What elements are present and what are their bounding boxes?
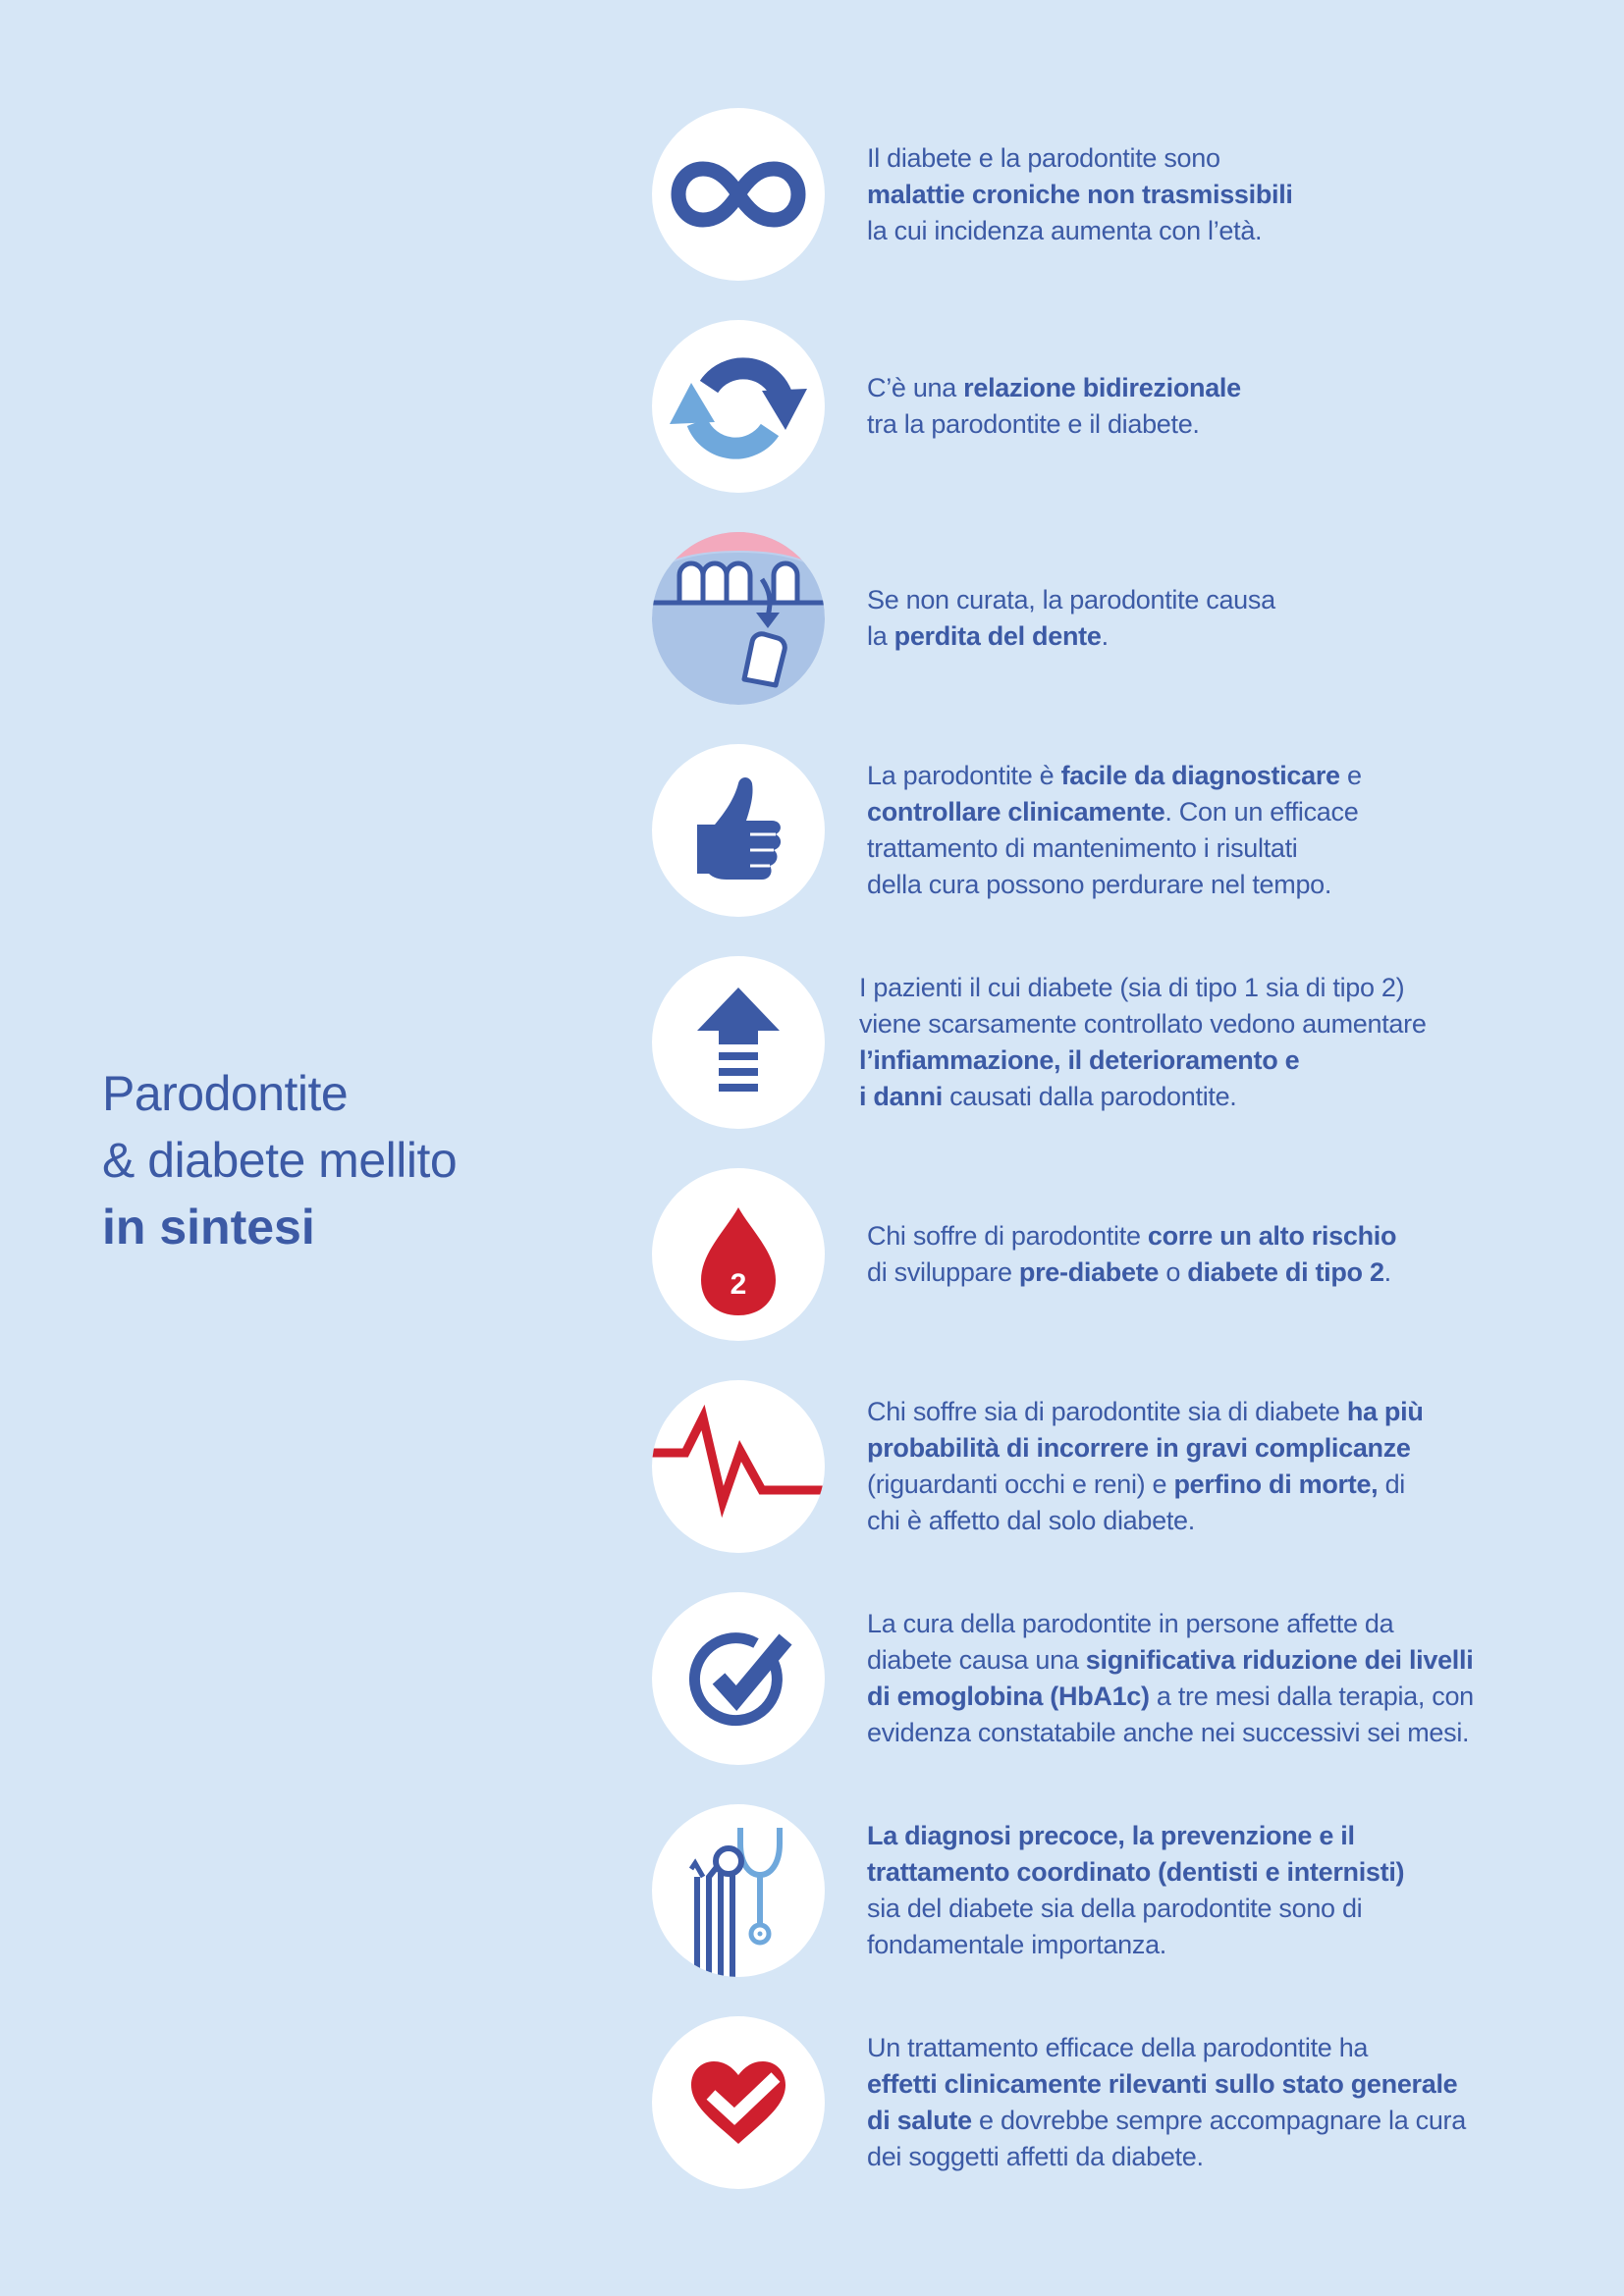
text-run: Il diabete e la parodontite sono [867, 142, 1220, 173]
page-title [102, 1060, 457, 1260]
item-paragraph [867, 758, 1535, 903]
text-run: Se non curata, la parodontite causa [867, 585, 1275, 614]
text-run: diabete causa una [867, 1645, 1086, 1675]
item-paragraph [867, 1606, 1535, 1751]
heartbeat-icon [652, 1380, 825, 1553]
bold-text: di emoglobina (HbA1c) [867, 1682, 1150, 1711]
text-run: sia del diabete sia della parodontite sono di [867, 1894, 1363, 1923]
drop-number: 2 [730, 1268, 747, 1301]
tooth-loss-icon [652, 532, 825, 705]
text-run: (riguardanti occhi e reni) e [867, 1469, 1174, 1499]
text-run: . [1383, 1257, 1391, 1287]
bold-text: diabete di tipo 2 [1187, 1257, 1384, 1287]
item-paragraph [867, 370, 1535, 443]
text-run: evidenza constatabile anche nei successivi sei mesi. [867, 1718, 1470, 1747]
bold-text: malattie croniche non trasmissibili [867, 179, 1293, 209]
summary-item [652, 532, 1516, 705]
item-text [867, 744, 1535, 917]
summary-item [652, 1168, 1516, 1341]
item-text [867, 1804, 1535, 1977]
item-paragraph [867, 1218, 1535, 1291]
text-run: C’è una [867, 373, 964, 402]
text-run: di [1378, 1469, 1405, 1499]
item-text [867, 320, 1535, 493]
item-paragraph [867, 1818, 1535, 1963]
text-run: Chi soffre sia di parodontite sia di diabete [867, 1397, 1347, 1426]
item-text [867, 532, 1535, 705]
text-run: Un trattamento efficace della parodontite ha [867, 2033, 1369, 2062]
infinity-icon [652, 108, 825, 281]
summary-item [652, 2016, 1516, 2189]
bold-text: facile da diagnosticare [1060, 761, 1340, 790]
bold-text: significativa riduzione dei livelli [1085, 1645, 1474, 1675]
text-run: Chi soffre di parodontite [867, 1221, 1148, 1251]
text-run: chi è affetto dal solo diabete. [867, 1506, 1195, 1535]
summary-item [652, 744, 1516, 917]
text-run: . Con un efficace [1164, 797, 1359, 827]
text-run: trattamento di mantenimento i risultati [867, 833, 1298, 863]
bold-text: perfino di morte, [1173, 1469, 1379, 1499]
bold-text: trattamento coordinato (dentisti e internisti) [867, 1857, 1405, 1887]
bold-text: effetti clinicamente rilevanti sullo stato generale [867, 2069, 1458, 2099]
item-text [867, 1168, 1535, 1341]
item-paragraph [867, 1394, 1535, 1539]
item-paragraph [867, 140, 1535, 249]
text-run: viene scarsamente controllato vedono aumentare [859, 1009, 1427, 1039]
bold-text: probabilità di incorrere in gravi complicanze [867, 1433, 1411, 1463]
summary-item [652, 1804, 1516, 1977]
item-paragraph [867, 2030, 1535, 2175]
bold-text: controllare clinicamente [867, 797, 1165, 827]
text-run: e [1339, 761, 1362, 790]
summary-item [652, 1592, 1516, 1765]
item-text [867, 2016, 1535, 2189]
text-run: La parodontite è [867, 761, 1061, 790]
summary-item [652, 320, 1516, 493]
title-line-3: in sintesi [102, 1200, 315, 1255]
bold-text: relazione bidirezionale [963, 373, 1241, 402]
text-run: o [1159, 1257, 1188, 1287]
text-run: I pazienti il cui diabete (sia di tipo 1 sia di tipo 2) [859, 973, 1405, 1002]
check-circle-icon [652, 1592, 825, 1765]
item-text [867, 108, 1535, 281]
text-run: causati dalla parodontite. [942, 1082, 1237, 1111]
item-paragraph [859, 970, 1527, 1115]
text-run: fondamentale importanza. [867, 1930, 1166, 1959]
text-run: dei soggetti affetti da diabete. [867, 2142, 1204, 2171]
bold-text: perdita del dente [893, 621, 1102, 651]
summary-item [652, 956, 1516, 1129]
text-run: tra la parodontite e il diabete. [867, 409, 1200, 439]
dental-stethoscope-icon [652, 1804, 825, 1977]
text-run: la cui incidenza aumenta con l’età. [867, 215, 1263, 245]
text-run: della cura possono perdurare nel tempo. [867, 870, 1332, 899]
bold-text: corre un alto rischio [1147, 1221, 1397, 1251]
blood-drop-icon [652, 1168, 825, 1341]
text-run: . [1101, 621, 1109, 651]
item-text [859, 956, 1527, 1129]
bold-text: ha più [1346, 1397, 1424, 1426]
arrow-up-icon [652, 956, 825, 1129]
text-run: la [867, 621, 894, 651]
bold-text: i danni [859, 1082, 943, 1111]
text-run: a tre mesi dalla terapia, con [1149, 1682, 1474, 1711]
summary-item [652, 1380, 1516, 1553]
bold-text: pre-diabete [1018, 1257, 1160, 1287]
text-run: e dovrebbe sempre accompagnare la cura [971, 2106, 1466, 2135]
bold-text: La diagnosi precoce, la prevenzione e il [867, 1821, 1355, 1850]
summary-item [652, 108, 1516, 281]
thumbs-up-icon [652, 744, 825, 917]
item-paragraph [867, 582, 1535, 655]
bold-text: l’infiammazione, il deterioramento e [859, 1045, 1300, 1075]
title-line-1: Parodontite [102, 1066, 349, 1121]
text-run: La cura della parodontite in persone affette da [867, 1609, 1394, 1638]
heart-check-icon [652, 2016, 825, 2189]
bold-text: di salute [867, 2106, 972, 2135]
text-run: di sviluppare [867, 1257, 1019, 1287]
cycle-arrows-icon [652, 320, 825, 493]
item-text [867, 1592, 1535, 1765]
title-line-2: & diabete mellito [102, 1133, 458, 1188]
item-text [867, 1380, 1535, 1553]
